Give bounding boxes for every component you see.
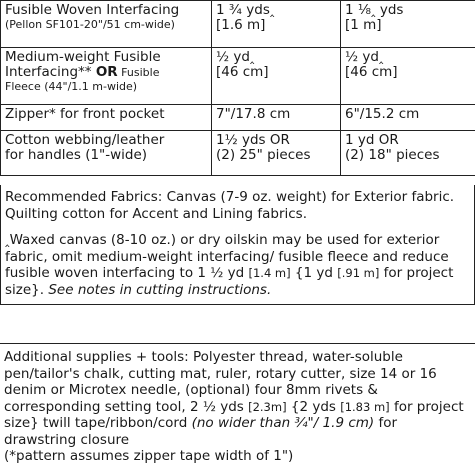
supplies-text: {2 yds bbox=[286, 398, 341, 415]
width-limit-note: (no wider than ¾"/ 1.9 cm) bbox=[191, 415, 375, 431]
quantity-metric: [46 cm] bbox=[216, 64, 269, 80]
quantity-value: 1½ yds OR bbox=[216, 132, 290, 148]
recommended-fabrics: Recommended Fabrics: Canvas (7-9 oz. weight) for Exterior fabric. Quilting cotton for Accent and Lining fabrics. bbox=[5, 189, 455, 222]
metric-value: [2.3m] bbox=[248, 399, 287, 414]
quantity-imperial: 1 ¾ yds‸ bbox=[216, 2, 275, 18]
material-note: Fleece (44"/1.1 m-wide) bbox=[5, 80, 138, 93]
or-emphasis: OR bbox=[95, 64, 118, 80]
supplies-text: for drawstring closure bbox=[4, 415, 398, 448]
metric-value: [1.83 m] bbox=[340, 399, 390, 414]
quantity-metric: [1.6 m] bbox=[216, 17, 266, 33]
material-line bbox=[5, 65, 208, 80]
material-name: Zipper* for front pocket bbox=[5, 106, 165, 122]
zipper-tape-footnote: (*pattern assumes zipper tape width of 1") bbox=[4, 448, 294, 464]
quantity-cell bbox=[341, 1, 475, 48]
table-row bbox=[1, 1, 475, 48]
quantity-cell bbox=[212, 1, 341, 48]
table-row bbox=[1, 48, 475, 105]
note-text: {1 yd bbox=[290, 265, 338, 281]
material-name: Fusible Woven Interfacing bbox=[5, 2, 180, 18]
quantity-cell bbox=[212, 105, 341, 131]
quantity-metric: [46 cm] bbox=[345, 64, 398, 80]
material-name: Medium-weight Fusible bbox=[5, 49, 161, 65]
additional-supplies bbox=[0, 343, 475, 467]
material-line-text: Fusible bbox=[117, 66, 160, 79]
material-line-text: Interfacing** bbox=[5, 64, 96, 80]
materials-table bbox=[0, 0, 475, 176]
metric-value: [1.4 m] bbox=[248, 266, 291, 280]
quantity-cell bbox=[341, 105, 475, 131]
note-text: for project size}. bbox=[5, 265, 454, 298]
quantity-imperial: ½ yd‸ bbox=[216, 49, 255, 65]
material-cell bbox=[1, 1, 212, 48]
quantity-cell bbox=[212, 131, 341, 176]
quantity-value: (2) 18" pieces bbox=[345, 147, 440, 163]
cutting-instructions-reference: See notes in cutting instructions. bbox=[48, 281, 272, 298]
quantity-value: 1 yd OR bbox=[345, 132, 399, 148]
quantity-cell bbox=[341, 48, 475, 105]
quantity-value: 6"/15.2 cm bbox=[345, 106, 420, 122]
metric-value: [.91 m] bbox=[337, 266, 380, 280]
quantity-cell bbox=[341, 131, 475, 176]
quantity-imperial: ½ yd‸ bbox=[345, 49, 384, 65]
table-row bbox=[1, 131, 475, 176]
quantity-value: (2) 25" pieces bbox=[216, 147, 311, 163]
supplies-text: for project size} twill tape/ribbon/cord bbox=[4, 398, 464, 431]
material-line: for handles (1"-wide) bbox=[5, 147, 148, 163]
supplies-text: Additional supplies + tools: Polyester thread, water-soluble pen/tailor's chalk, cutting mat, ruler, rotary cutter, size 14 or 16 denim or Microtex needle, (optional) four 8mm rivets & corresponding setting tool, 2 ½ yds bbox=[4, 349, 437, 415]
waxed-canvas-note bbox=[5, 232, 466, 298]
material-cell bbox=[1, 105, 212, 131]
material-name: Cotton webbing/leather bbox=[5, 132, 165, 148]
quantity-cell bbox=[212, 48, 341, 105]
table-row bbox=[1, 105, 475, 131]
note-text: ‸Waxed canvas (8-10 oz.) or dry oilskin may be used for exterior fabric, omit medium-weight interfacing/ fusible fleece and reduce fusible woven interfacing to 1 ½ yd bbox=[5, 232, 449, 281]
fabric-notes bbox=[0, 185, 475, 305]
quantity-value: 7"/17.8 cm bbox=[216, 106, 291, 122]
material-cell bbox=[1, 131, 212, 176]
material-note: (Pellon SF101-20"/51 cm-wide) bbox=[5, 18, 175, 31]
material-cell bbox=[1, 48, 212, 105]
quantity-imperial: 1 ⅛‸ yds bbox=[345, 2, 404, 18]
quantity-metric: [1 m] bbox=[345, 17, 382, 33]
